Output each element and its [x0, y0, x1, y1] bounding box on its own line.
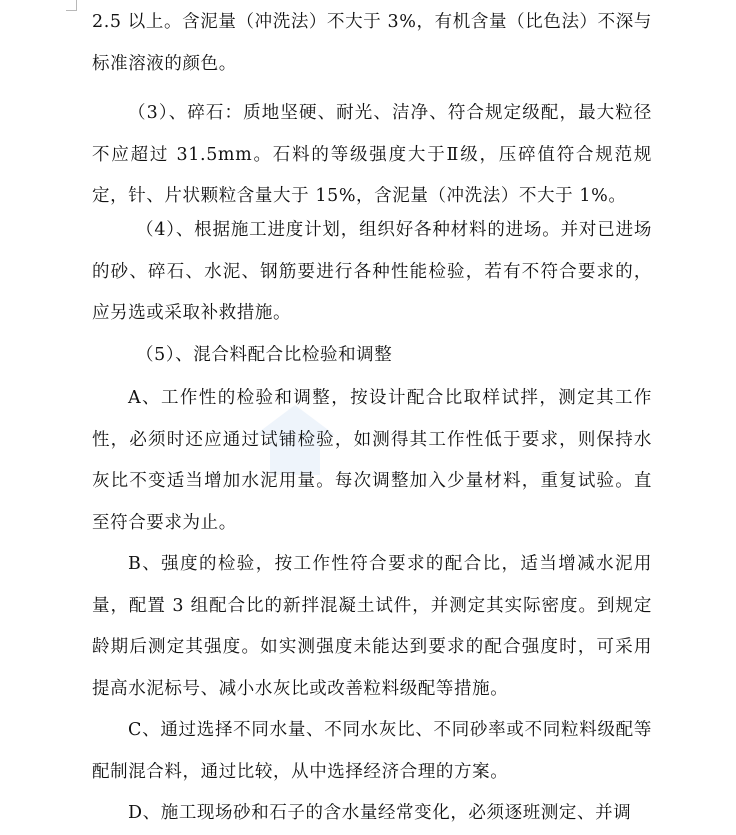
paragraph-4: （5）、混合料配合比检验和调整 [136, 345, 393, 365]
page-corner-mark [66, 0, 77, 11]
paragraph-2: （3）、碎石：质地坚硬、耐光、洁净、符合规定级配，最大粒径不应超过 31.5mm。石料的等级强度大于Ⅱ级，压碎值符合规范规定，针、片状颗粒含量大于 15%，含泥量（冲洗法）不大于 1%。 [92, 103, 652, 206]
paragraph-1: 2.5 以上。含泥量（冲洗法）不大于 3%，有机含量（比色法）不深与标准溶液的颜色。 [92, 12, 652, 74]
paragraph-5: A、工作性的检验和调整，按设计配合比取样试拌，测定其工作性，必须时还应通过试铺检验，如测得其工作性低于要求，则保持水灰比不变适当增加水泥用量。每次调整加入少量材料，重复试验。直至符合要求为止。 [92, 388, 652, 533]
paragraph-7: C、通过选择不同水量、不同水灰比、不同砂率或不同粒料级配等配制混合料，通过比较，从中选择经济合理的方案。 [92, 720, 652, 782]
paragraph-6: B、强度的检验，按工作性符合要求的配合比，适当增减水泥用量，配置 3 组配合比的新拌混凝土试件，并测定其实际密度。到规定龄期后测定其强度。如实测强度未能达到要求的配合强度时，可采用提高水泥标号、减小水灰比或改善粒料级配等措施。 [92, 554, 652, 699]
paragraph-3: （4）、根据施工进度计划，组织好各种材料的进场。并对已进场的砂、碎石、水泥、钢筋要进行各种性能检验，若有不符合要求的，应另选或采取补救措施。 [92, 220, 652, 323]
paragraph-8: D、施工现场砂和石子的含水量经常变化，必须逐班测定、并调 [128, 803, 632, 823]
